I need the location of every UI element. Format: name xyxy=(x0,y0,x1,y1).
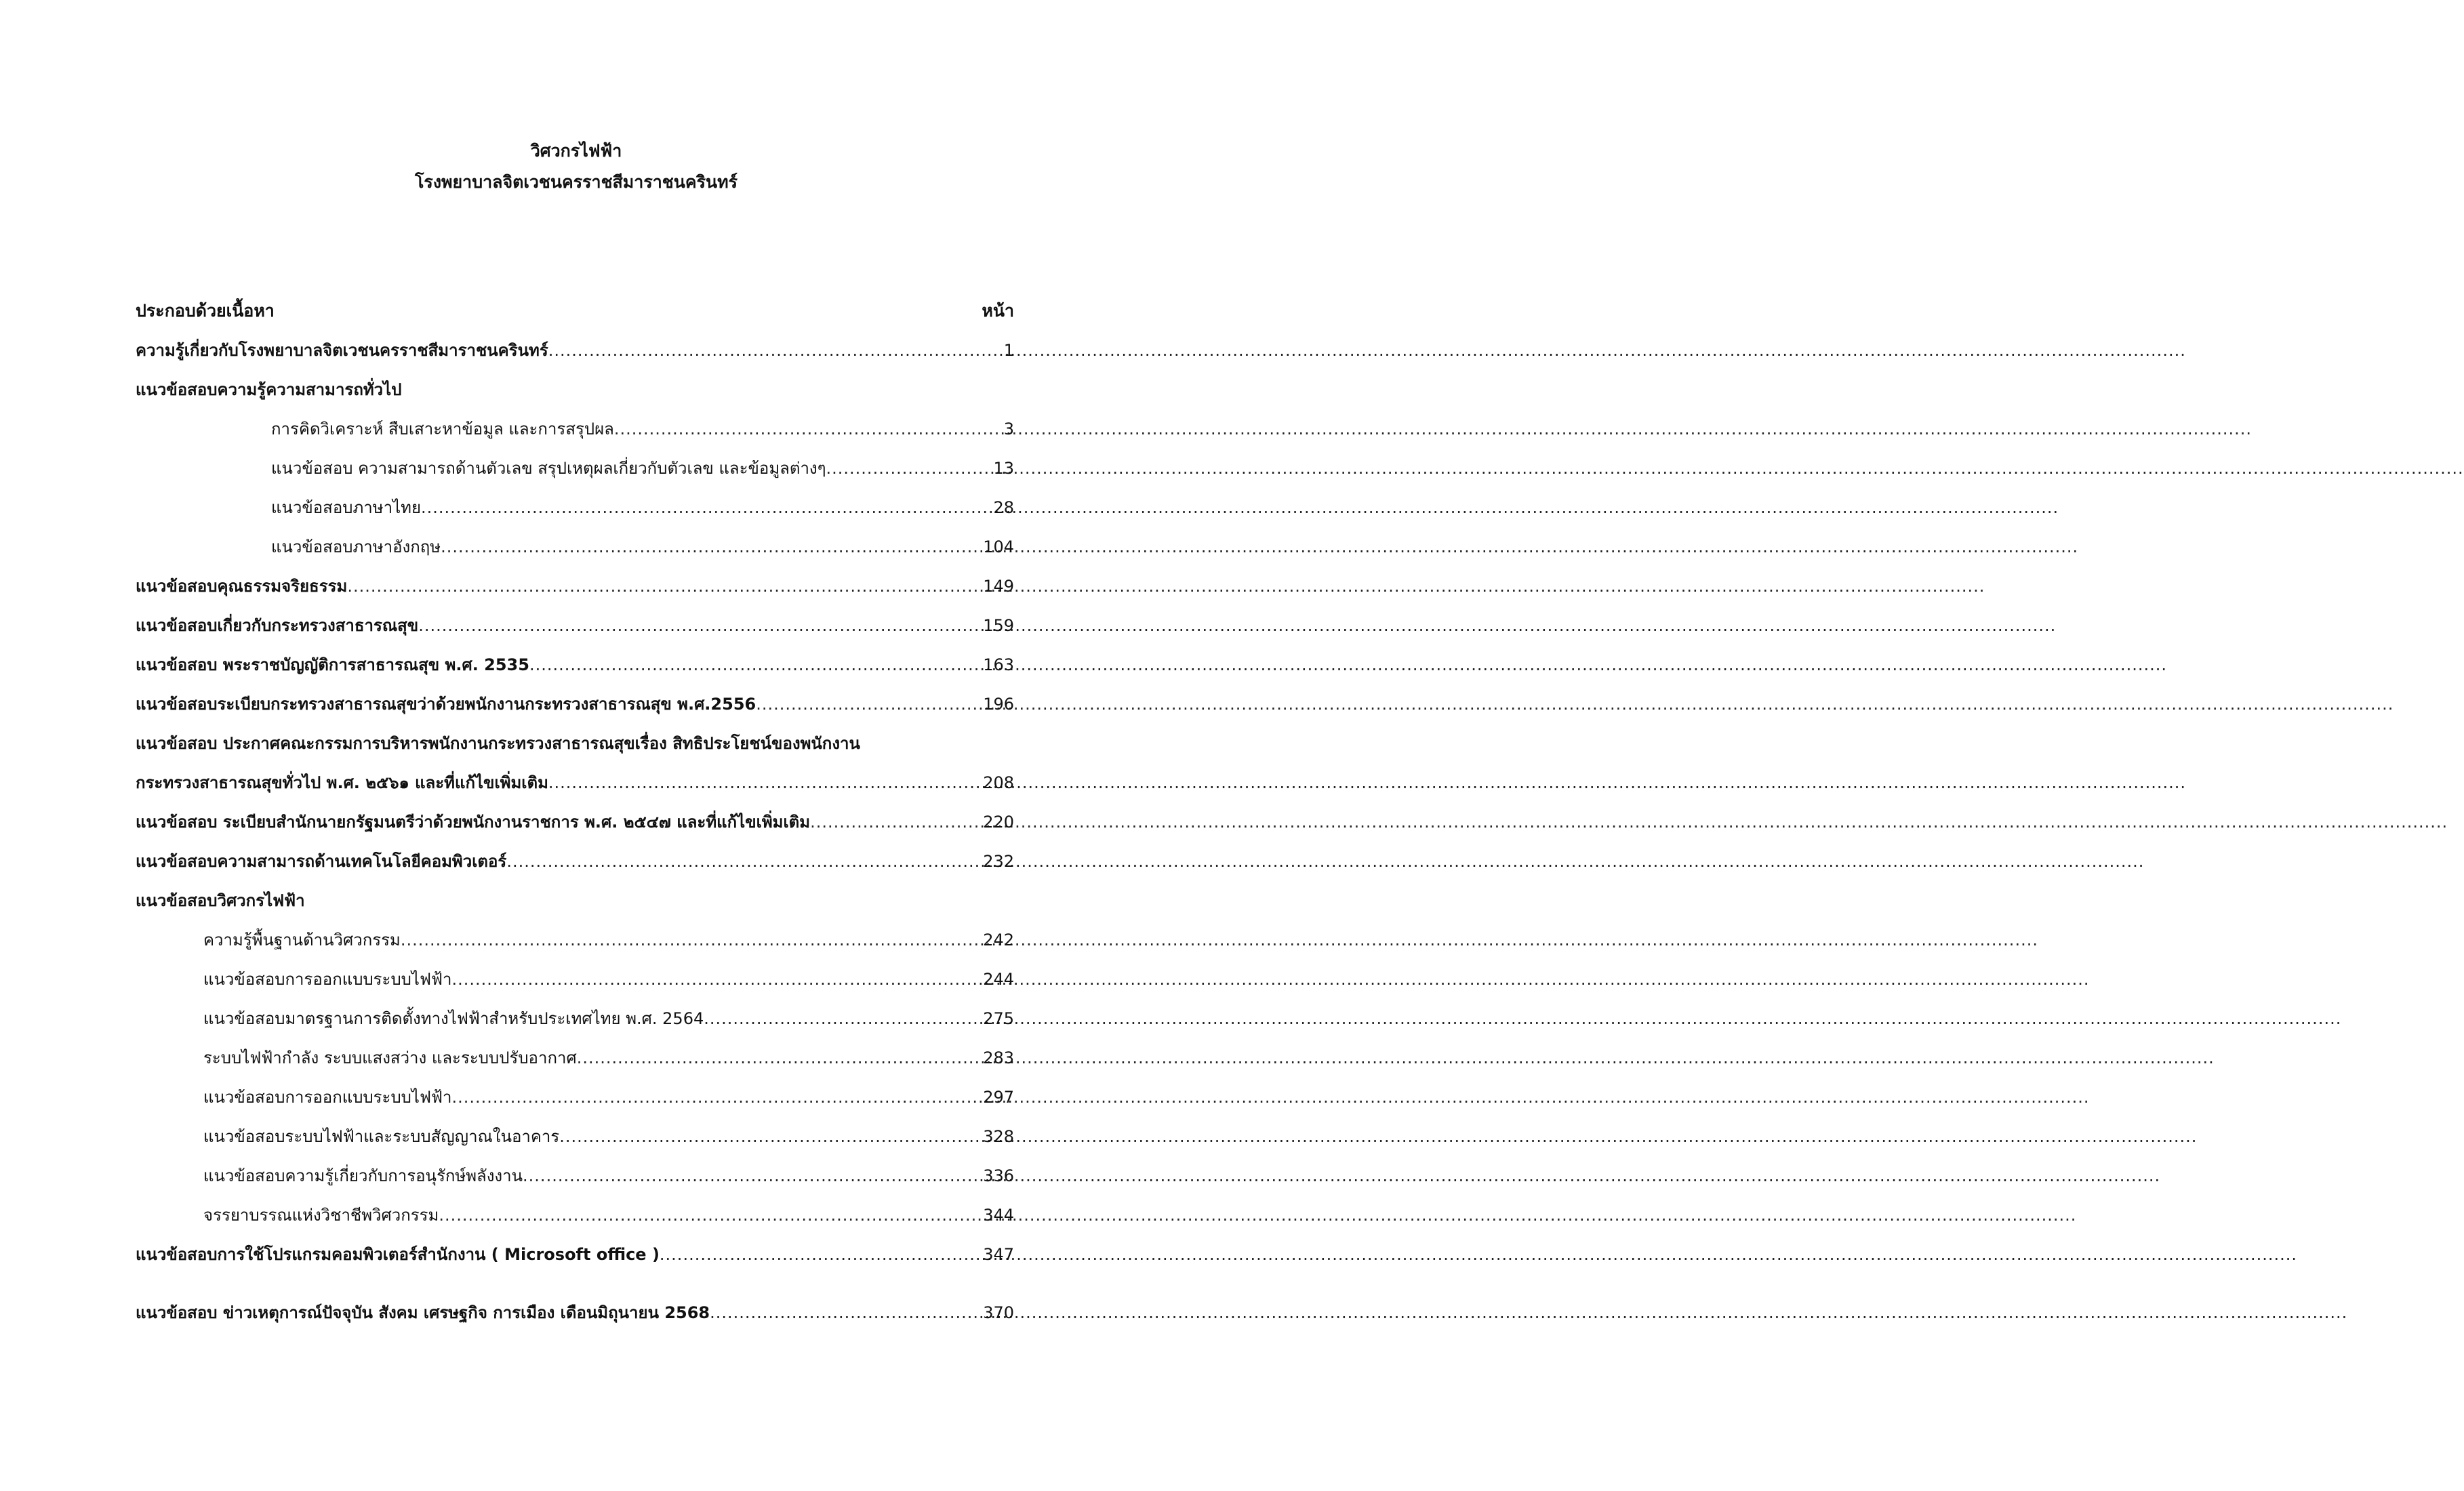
toc-entry-page: 244 xyxy=(983,970,1014,989)
toc-leader-dots xyxy=(559,1117,983,1156)
toc-entry xyxy=(136,920,1014,960)
toc-entry-title: แนวข้อสอบ ข่าวเหตุการณ์ปัจจุบัน สังคม เศรษฐกิจ การเมือง เดือนมิถุนายน 2568 xyxy=(136,1303,710,1322)
toc-entry-title: แนวข้อสอบ พระราชบัญญัติการสาธารณสุข พ.ศ. 2535 xyxy=(136,655,529,674)
toc-entry xyxy=(136,1117,1014,1156)
toc-entry-page: 347 xyxy=(983,1245,1014,1264)
toc-leader-dots xyxy=(347,567,983,606)
toc-entry-title: แนวข้อสอบระบบไฟฟ้าและระบบสัญญาณในอาคาร xyxy=(203,1127,560,1146)
toc-entry-page: 242 xyxy=(983,931,1014,949)
toc-leader-dots xyxy=(614,409,1004,449)
toc-entry-title: จรรยาบรรณแห่งวิชาชีพวิศวกรรม xyxy=(203,1206,439,1225)
toc-entry-page: 283 xyxy=(983,1048,1014,1067)
toc-entry-title: แนวข้อสอบความรู้เกี่ยวกับการอนุรักษ์พลังงาน xyxy=(203,1166,523,1185)
toc-entry xyxy=(136,567,1014,606)
toc-entry-title: แนวข้อสอบมาตรฐานการติดตั้งทางไฟฟ้าสำหรับประเทศไทย พ.ศ. 2564 xyxy=(203,1009,704,1028)
toc-entry-title: แนวข้อสอบความสามารถด้านเทคโนโลยีคอมพิวเตอร์ xyxy=(136,852,507,871)
toc-entry-page: 208 xyxy=(983,773,1014,792)
toc-leader-dots xyxy=(756,685,983,724)
toc-header-contents-label: ประกอบด้วยเนื้อหา xyxy=(136,301,275,321)
toc-leader-dots xyxy=(441,527,983,567)
toc-entry xyxy=(136,1078,1014,1117)
toc-entry xyxy=(136,763,1014,802)
toc-entry xyxy=(136,1196,1014,1235)
toc-entry-page: 163 xyxy=(983,655,1014,674)
toc-entry-continued xyxy=(136,724,1014,763)
toc-section-heading xyxy=(136,370,1014,409)
toc-entry-page: 28 xyxy=(993,498,1014,517)
toc-entry xyxy=(136,685,1014,724)
toc-leader-dots xyxy=(401,920,983,960)
toc-entry xyxy=(136,1038,1014,1078)
toc-entry xyxy=(136,802,1014,842)
toc-entry-page: 370 xyxy=(983,1303,1014,1322)
toc-leader-dots xyxy=(704,999,983,1038)
toc-entry-page: 149 xyxy=(983,577,1014,596)
toc-entry-title: ความรู้พื้นฐานด้านวิศวกรรม xyxy=(203,931,401,949)
toc-entry xyxy=(136,527,1014,567)
toc-entry-title: แนวข้อสอบการใช้โปรแกรมคอมพิวเตอร์สำนักงาน ( Microsoft office ) xyxy=(136,1245,660,1264)
toc-leader-dots xyxy=(529,645,983,685)
toc-entry-page: 336 xyxy=(983,1166,1014,1185)
toc-entry-title: แนวข้อสอบเกี่ยวกับกระทรวงสาธารณสุข xyxy=(136,616,419,635)
toc-entry xyxy=(136,331,1014,370)
toc-entry xyxy=(136,960,1014,999)
title-line-2: โรงพยาบาลจิตเวชนครราชสีมาราชนครินทร์ xyxy=(414,172,738,192)
toc-entry-title: แนวข้อสอบวิศวกรไฟฟ้า xyxy=(136,891,305,910)
toc-leader-dots xyxy=(710,1293,983,1332)
toc-leader-dots xyxy=(826,449,994,488)
toc-entry-title: แนวข้อสอบคุณธรรมจริยธรรม xyxy=(136,577,348,596)
toc-entry-title: แนวข้อสอบความรู้ความสามารถทั่วไป xyxy=(136,380,402,399)
toc-entry xyxy=(136,842,1014,881)
toc-entry-title: แนวข้อสอบ ระเบียบสำนักนายกรัฐมนตรีว่าด้วยพนักงานราชการ พ.ศ. ๒๕๔๗ และที่แก้ไขเพิ่มเติม xyxy=(136,813,811,832)
toc-section-heading xyxy=(136,881,1014,920)
toc-entry xyxy=(136,449,1014,488)
toc-entry-title: ความรู้เกี่ยวกับโรงพยาบาลจิตเวชนครราชสีมาราชนครินทร์ xyxy=(136,341,548,360)
spacer xyxy=(136,1274,1014,1293)
toc-entry xyxy=(136,1293,1014,1332)
toc-entry-page: 232 xyxy=(983,852,1014,871)
toc-entry xyxy=(136,1235,1014,1274)
toc-entry-page: 220 xyxy=(983,813,1014,832)
toc-entry xyxy=(136,999,1014,1038)
toc-leader-dots xyxy=(523,1156,983,1196)
toc-entry-title: แนวข้อสอบ ความสามารถด้านตัวเลข สรุปเหตุผลเกี่ยวกับตัวเลข และข้อมูลต่างๆ xyxy=(271,459,826,478)
toc-entry xyxy=(136,409,1014,449)
toc-entry-page: 3 xyxy=(1003,420,1014,438)
toc-entry-title: แนวข้อสอบภาษาไทย xyxy=(271,498,422,517)
toc-leader-dots xyxy=(548,331,1004,370)
toc-leader-dots xyxy=(418,606,983,645)
toc-leader-dots xyxy=(577,1038,984,1078)
document-title xyxy=(0,136,1152,198)
toc-entry-page: 275 xyxy=(983,1009,1014,1028)
toc-entry-title: แนวข้อสอบระเบียบกระทรวงสาธารณสุขว่าด้วยพนักงานกระทรวงสาธารณสุข พ.ศ.2556 xyxy=(136,695,756,714)
title-line-1: วิศวกรไฟฟ้า xyxy=(530,141,622,161)
toc-entry-title: แนวข้อสอบภาษาอังกฤษ xyxy=(271,537,441,556)
toc-entry-page: 328 xyxy=(983,1127,1014,1146)
toc-leader-dots xyxy=(439,1196,983,1235)
toc-entry-page: 104 xyxy=(983,537,1014,556)
toc-leader-dots xyxy=(451,960,983,999)
toc-leader-dots xyxy=(548,763,983,802)
toc-entry xyxy=(136,606,1014,645)
toc-header xyxy=(136,291,1014,331)
toc-leader-dots xyxy=(810,802,983,842)
toc-entry xyxy=(136,1156,1014,1196)
toc-entry-title: การคิดวิเคราะห์ สืบเสาะหาข้อมูล และการสรุปผล xyxy=(271,420,614,438)
table-of-contents xyxy=(136,291,1014,1332)
toc-entry-page: 297 xyxy=(983,1088,1014,1107)
toc-header-page-label: หน้า xyxy=(982,301,1014,321)
toc-entry-page: 159 xyxy=(983,616,1014,635)
toc-entry xyxy=(136,645,1014,685)
toc-leader-dots xyxy=(660,1235,983,1274)
toc-entry-title: แนวข้อสอบการออกแบบระบบไฟฟ้า xyxy=(203,1088,452,1107)
toc-leader-dots xyxy=(451,1078,983,1117)
toc-leader-dots xyxy=(506,842,983,881)
toc-entry-page: 13 xyxy=(993,459,1014,478)
toc-entry xyxy=(136,488,1014,527)
toc-entry-title: ระบบไฟฟ้ากำลัง ระบบแสงสว่าง และระบบปรับอากาศ xyxy=(203,1048,577,1067)
toc-entry-page: 196 xyxy=(983,695,1014,714)
toc-entry-page: 344 xyxy=(983,1206,1014,1225)
toc-entry-title: แนวข้อสอบการออกแบบระบบไฟฟ้า xyxy=(203,970,452,989)
toc-entry-page: 1 xyxy=(1003,341,1014,360)
toc-entry-title: แนวข้อสอบ ประกาศคณะกรรมการบริหารพนักงานกระทรวงสาธารณสุขเรื่อง สิทธิประโยชน์ของพนักงาน xyxy=(136,734,860,753)
toc-entry-title: กระทรวงสาธารณสุขทั่วไป พ.ศ. ๒๕๖๑ และที่แก้ไขเพิ่มเติม xyxy=(136,773,548,792)
toc-leader-dots xyxy=(421,488,993,527)
